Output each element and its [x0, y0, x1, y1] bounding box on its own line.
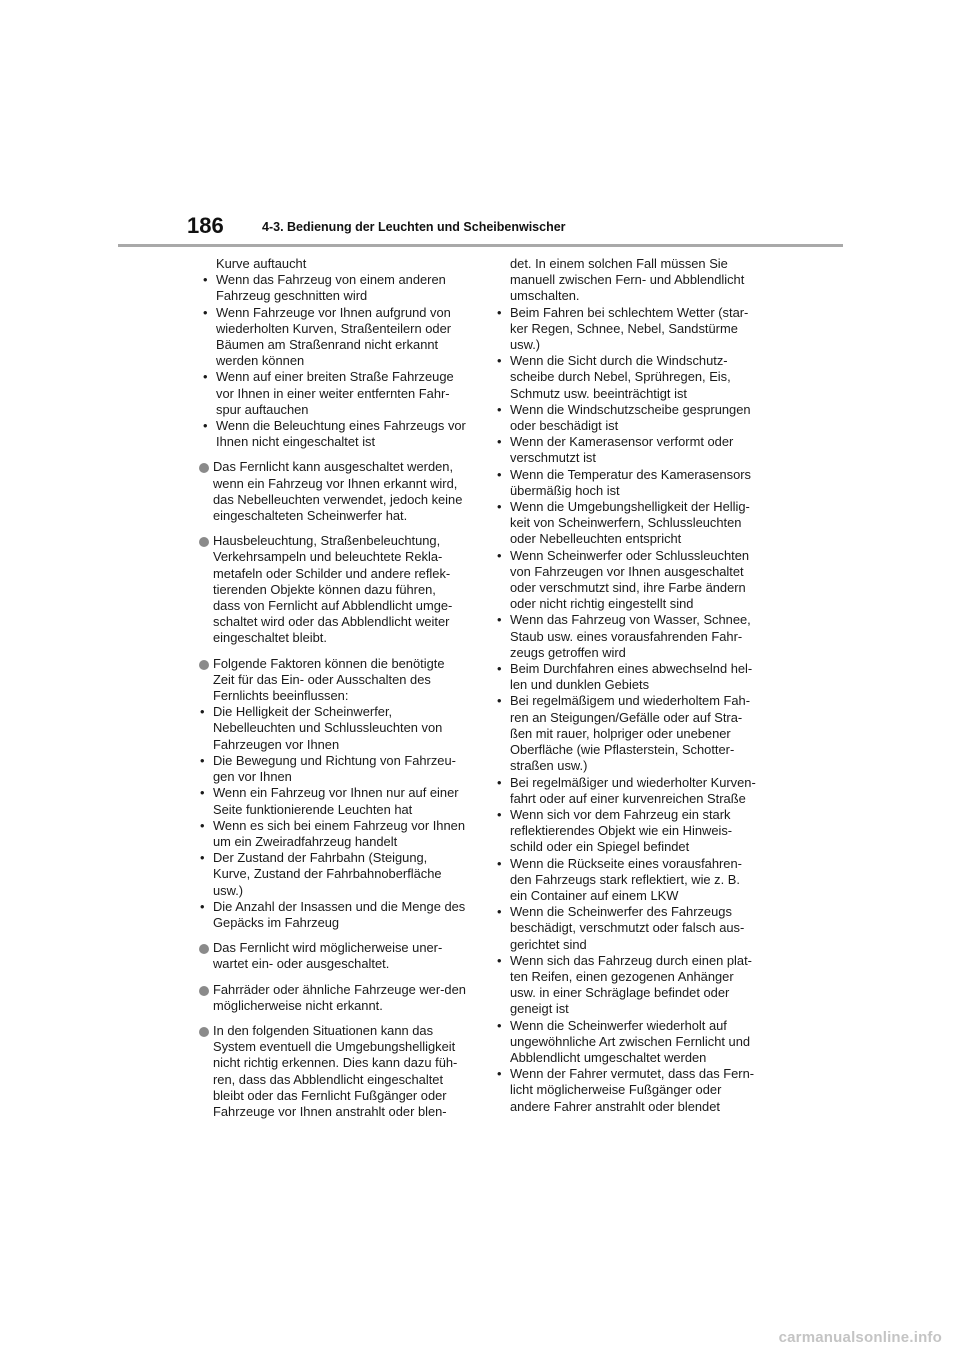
list-item: • Wenn die Windschutzscheibe gesprungen oder beschädigt ist: [492, 402, 760, 434]
list-item: • Wenn die Umgebungshelligkeit der Hellig-keit von Scheinwerfern, Schlussleuchten oder Nebelleuchten entspricht: [492, 499, 760, 548]
list-item: • Wenn Scheinwerfer oder Schlussleuchten von Fahrzeugen vor Ihnen ausgeschaltet oder verschmutzt sind, ihre Farbe ändern oder nicht richtig eingestellt sind: [492, 548, 760, 613]
list-item: • Wenn das Fahrzeug von einem anderen Fahrzeug geschnitten wird: [198, 272, 466, 304]
bullet-dot-icon: [199, 944, 209, 954]
list-item: • Wenn das Fahrzeug von Wasser, Schnee, Staub usw. eines vorausfahrenden Fahr-zeugs getroffen wird: [492, 612, 760, 661]
page-number: 186: [187, 213, 224, 238]
list-item: • Wenn der Kamerasensor verformt oder verschmutzt ist: [492, 434, 760, 466]
left-column: [198, 256, 466, 1120]
list-item: • Die Anzahl der Insassen und die Menge des Gepäcks im Fahrzeug: [198, 899, 466, 931]
bullet-dot-icon: [199, 986, 209, 996]
factors-bullet-list: [213, 704, 466, 931]
list-item: • Beim Fahren bei schlechtem Wetter (star-ker Regen, Schnee, Nebel, Sandstürme usw.): [492, 305, 760, 354]
paragraph-fog-lights: Das Fernlicht kann ausgeschaltet werden, wenn ein Fahrzeug vor Ihnen erkannt wird, das Nebelleuchten verwendet, jedoch keine eingeschalteten Scheinwerfer hat.: [198, 459, 466, 524]
paragraph-unexpected-switch: Das Fernlicht wird möglicherweise uner-wartet ein- oder ausgeschaltet.: [198, 940, 466, 972]
bullet-dot-icon: [199, 1027, 209, 1037]
list-item: • Wenn auf einer breiten Straße Fahrzeuge vor Ihnen in einer weiter entfernten Fahr-spur auftauchen: [198, 369, 466, 418]
watermark-logo: carmanualsonline.info: [778, 1329, 942, 1346]
situations-bullet-list: [492, 305, 760, 1115]
intro-continuation: Kurve auftaucht: [216, 256, 307, 271]
continuation-text: det. In einem solchen Fall müssen Sie manuell zwischen Fern- und Abblendlicht umschalten.: [510, 256, 745, 304]
list-item: • Wenn die Sicht durch die Windschutz-scheibe durch Nebel, Sprühregen, Eis, Schmutz usw. beeinträchtigt ist: [492, 353, 760, 402]
section-title: 4-3. Bedienung der Leuchten und Scheibenwischer: [262, 220, 566, 234]
bullet-dot-icon: [199, 463, 209, 473]
list-item: • Wenn Fahrzeuge vor Ihnen aufgrund von wiederholten Kurven, Straßenteilern oder Bäumen am Straßenrand nicht erkannt werden können: [198, 305, 466, 370]
list-item: • Wenn die Beleuchtung eines Fahrzeugs vor Ihnen nicht eingeschaltet ist: [198, 418, 466, 450]
list-item: • Wenn sich vor dem Fahrzeug ein stark reflektierendes Objekt wie ein Hinweis-schild oder ein Spiegel befindet: [492, 807, 760, 856]
right-column: [492, 256, 760, 1115]
paragraph-reflective-objects: Hausbeleuchtung, Straßenbeleuchtung, Verkehrsampeln und beleuchtete Rekla-metafeln oder Schilder und andere reflek-tierenden Objekte können dazu führen, dass von Fernlicht auf Abblendlicht umge-schaltet wird oder das Abblendlicht weiter eingeschaltet bleibt.: [198, 533, 466, 646]
list-item: • Wenn die Rückseite eines vorausfahren-den Fahrzeugs stark reflektiert, wie z. B. ein Container auf einem LKW: [492, 856, 760, 905]
list-item: • Bei regelmäßigem und wiederholtem Fah-ren an Steigungen/Gefälle oder auf Stra-ßen mit rauer, holpriger oder unebener Oberfläche (wie Pflasterstein, Schotter-straßen usw.): [492, 693, 760, 774]
list-item: • Bei regelmäßiger und wiederholter Kurven-fahrt oder auf einer kurvenreichen Straße: [492, 775, 760, 807]
bullet-dot-icon: [199, 537, 209, 547]
list-item: • Die Bewegung und Richtung von Fahrzeu-gen vor Ihnen: [198, 753, 466, 785]
paragraph-bicycles: Fahrräder oder ähnliche Fahrzeuge wer-den möglicherweise nicht erkannt.: [198, 982, 466, 1014]
list-item: • Wenn es sich bei einem Fahrzeug vor Ihnen um ein Zweiradfahrzeug handelt: [198, 818, 466, 850]
paragraph-situations: In den folgenden Situationen kann das System eventuell die Umgebungshelligkeit nicht richtig erkennen. Dies kann dazu füh-ren, dass das Abblendlicht eingeschaltet bleibt oder das Fernlicht Fußgänger oder Fahrzeuge vor Ihnen anstrahlt oder blen-: [198, 1023, 466, 1120]
list-item: • Beim Durchfahren eines abwechselnd hel-len und dunklen Gebiets: [492, 661, 760, 693]
list-item: • Wenn die Scheinwerfer wiederholt auf ungewöhnliche Art zwischen Fernlicht und Abblendlicht umgeschaltet werden: [492, 1018, 760, 1067]
paragraph-factors: Folgende Faktoren können die benötigte Zeit für das Ein- oder Ausschalten des Fernlichts beeinflussen: • Die Helligkeit der Scheinwerfer, Nebelleuchten und Schlussleuchten von Fahrzeugen vor Ihnen • Die Bewegung und Richtung von Fahrzeu-gen vor Ihnen • Wenn ein Fahrzeug vor Ihnen nur auf einer Seite funktionierende Leuchten hat • Wenn es sich bei einem Fahrzeug vor Ihnen um ein Zweiradfahrzeug handelt • Der Zustand der Fahrbahn (Steigung, Kurve, Zustand der Fahrbahnoberfläche usw.) • Die Anzahl der Insassen und die Menge des Gepäcks im Fahrzeug: [198, 656, 466, 931]
header-divider: [118, 244, 843, 247]
list-item: • Wenn die Scheinwerfer des Fahrzeugs beschädigt, verschmutzt oder falsch aus-gerichtet sind: [492, 904, 760, 953]
list-item: • Wenn ein Fahrzeug vor Ihnen nur auf einer Seite funktionierende Leuchten hat: [198, 785, 466, 817]
bullet-dot-icon: [199, 660, 209, 670]
list-item: • Der Zustand der Fahrbahn (Steigung, Kurve, Zustand der Fahrbahnoberfläche usw.): [198, 850, 466, 899]
list-item: • Wenn sich das Fahrzeug durch einen plat-ten Reifen, einen gezogenen Anhänger usw. in einer Schräglage befindet oder geneigt ist: [492, 953, 760, 1018]
intro-bullet-list: [198, 272, 466, 450]
list-item: • Die Helligkeit der Scheinwerfer, Nebelleuchten und Schlussleuchten von Fahrzeugen vor Ihnen: [198, 704, 466, 753]
list-item: • Wenn der Fahrer vermutet, dass das Fern-licht möglicherweise Fußgänger oder andere Fahrer anstrahlt oder blendet: [492, 1066, 760, 1115]
list-item: • Wenn die Temperatur des Kamerasensors übermäßig hoch ist: [492, 467, 760, 499]
